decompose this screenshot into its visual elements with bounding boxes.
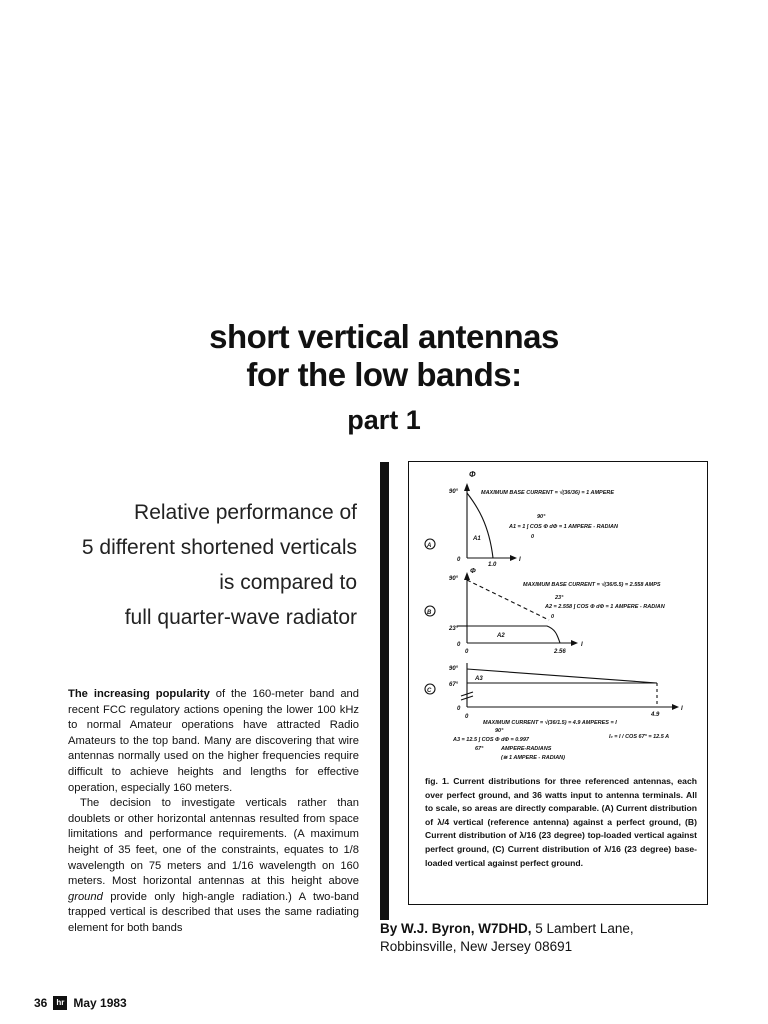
b-x-tick: 2.56 bbox=[554, 649, 566, 655]
page-number: 36 bbox=[34, 996, 48, 1010]
a-x-tick: 1.0 bbox=[488, 562, 497, 568]
a-integral: A1 = 1 ∫ COS Φ dΦ = 1 AMPERE - RADIAN bbox=[509, 524, 618, 530]
c-units-2: (≅ 1 AMPERE - RADIAN) bbox=[501, 755, 565, 761]
body-paragraph-1 bbox=[68, 687, 359, 796]
body-paragraph-2 bbox=[68, 796, 359, 936]
b-x-arrow bbox=[571, 640, 578, 646]
b-current-curve bbox=[467, 626, 560, 643]
c-top-angle: 90° bbox=[449, 666, 459, 672]
page-footer bbox=[34, 996, 127, 1010]
magazine-logo: hr bbox=[53, 996, 67, 1010]
b-zero-x: 0 bbox=[465, 649, 469, 655]
b-area-label: A2 bbox=[497, 633, 505, 639]
b-marker-letter: B bbox=[427, 610, 432, 616]
column-rule bbox=[380, 462, 389, 920]
author-address: 5 Lambert Lane, Robbinsville, New Jersey 08691 bbox=[380, 921, 634, 954]
a-formula: MAXIMUM BASE CURRENT = √(36/36) = 1 AMPERE bbox=[481, 490, 615, 496]
byline bbox=[380, 920, 710, 956]
deck-line-2: 5 different shortened verticals bbox=[81, 536, 357, 559]
c-area-label: A3 bbox=[475, 676, 483, 682]
a-area-label: A1 bbox=[473, 536, 481, 542]
b-phi-label: Φ bbox=[470, 568, 476, 575]
c-integral: A3 = 12.5 ∫ COS Φ dΦ = 0.997 bbox=[453, 737, 529, 743]
body-paragraph-2-text-a: The decision to investigate verticals rather than doublets or other horizontal antennas resulted from space limitations and performance requirements. (A maximum height of 35 feet, one of the constraints, equates to 1/8 wavelength on 75 meters and 1/16 wavelength on 160 meters. Most horizontal antennas at this height above bbox=[68, 797, 359, 888]
figure-caption: fig. 1. Current distributions for three referenced antennas, each over perfect ground, and 36 watts input to antenna terminals. All to scale, so areas are directly comparable. (A) Current distribution of λ/4 vertical (reference antenna) against a perfect ground, (B) Current distribution of λ/16 (23 degree) top-loaded vertical against perfect ground, (C) Current distribution of λ/16 (23 degree) base-loaded vertical against perfect ground. bbox=[425, 776, 697, 868]
a-integral-lower: 0 bbox=[531, 534, 535, 540]
c-x-arrow bbox=[672, 704, 679, 710]
figure-1 bbox=[408, 461, 708, 905]
deck-line-1: Relative performance of bbox=[134, 501, 357, 524]
c-current-top bbox=[467, 669, 657, 683]
author-name: By W.J. Byron, W7DHD, bbox=[380, 921, 532, 936]
c-x-axis-label: I bbox=[681, 706, 683, 712]
deck-line-4: full quarter-wave radiator bbox=[124, 606, 357, 629]
article-title bbox=[0, 318, 768, 394]
c-integral-lower: 67° bbox=[475, 746, 484, 752]
b-formula: MAXIMUM BASE CURRENT = √(36/5.5) = 2.558 AMPS bbox=[523, 582, 661, 588]
b-integral: A2 = 2.558 ∫ COS Φ dΦ = 1 AMPERE - RADIAN bbox=[545, 604, 665, 610]
title-line-1: short vertical antennas bbox=[209, 318, 559, 355]
c-marker-letter: C bbox=[427, 688, 432, 694]
body-paragraph-2-text-b: provide only high-angle radiation.) A two-band trapped vertical is described that uses the same radiating element for both bands bbox=[68, 890, 359, 934]
a-top-angle: 90° bbox=[449, 489, 459, 495]
b-x-axis-label: I bbox=[581, 642, 583, 648]
b-top-angle: 90° bbox=[449, 576, 459, 582]
b-integral-upper: 23° bbox=[555, 595, 564, 601]
c-formula-2: I₀ = I / COS 67° = 12.5 A bbox=[609, 734, 670, 740]
c-zero-x: 0 bbox=[465, 714, 469, 720]
body-paragraph-1-text: of the 160-meter band and recent FCC regulatory actions opening the lower 100 kHz to normal Amateur operations have attracted Radio Amateurs to the top band. Many are discovering that wire antennas normally used on the higher frequencies require difficult to achieve heights and lengths for effective operation, especially 160 meters. bbox=[68, 688, 360, 794]
part-label: part 1 bbox=[347, 405, 421, 435]
b-integral-lower: 0 bbox=[551, 614, 555, 620]
issue-date: May 1983 bbox=[73, 996, 127, 1010]
a-x-axis-label: I bbox=[519, 557, 521, 563]
lead-in: The increasing popularity bbox=[68, 688, 210, 700]
title-line-2: for the low bands: bbox=[246, 356, 522, 393]
c-formula-1: MAXIMUM CURRENT = √(36/1.5) = 4.9 AMPERES = I bbox=[483, 720, 617, 726]
b-mid-angle: 23° bbox=[449, 626, 459, 632]
a-current-curve bbox=[467, 493, 493, 558]
a-integral-upper: 90° bbox=[537, 514, 546, 520]
b-zero: 0 bbox=[457, 642, 461, 648]
c-zero: 0 bbox=[457, 706, 461, 712]
body-emphasis: ground bbox=[68, 890, 103, 903]
a-marker-letter: A bbox=[427, 543, 432, 549]
c-x-tick: 4.9 bbox=[651, 712, 660, 718]
c-mid-angle: 67° bbox=[449, 682, 459, 688]
a-axis-arrow bbox=[464, 483, 470, 491]
a-x-arrow bbox=[510, 555, 517, 561]
deck-line-3: is compared to bbox=[219, 571, 357, 594]
a-phi-label: Φ bbox=[469, 470, 476, 479]
c-units: AMPERE-RADIANS bbox=[501, 746, 552, 752]
c-integral-upper: 90° bbox=[495, 728, 504, 734]
body-text bbox=[68, 687, 359, 937]
article-deck bbox=[82, 495, 357, 635]
a-zero: 0 bbox=[457, 557, 461, 563]
